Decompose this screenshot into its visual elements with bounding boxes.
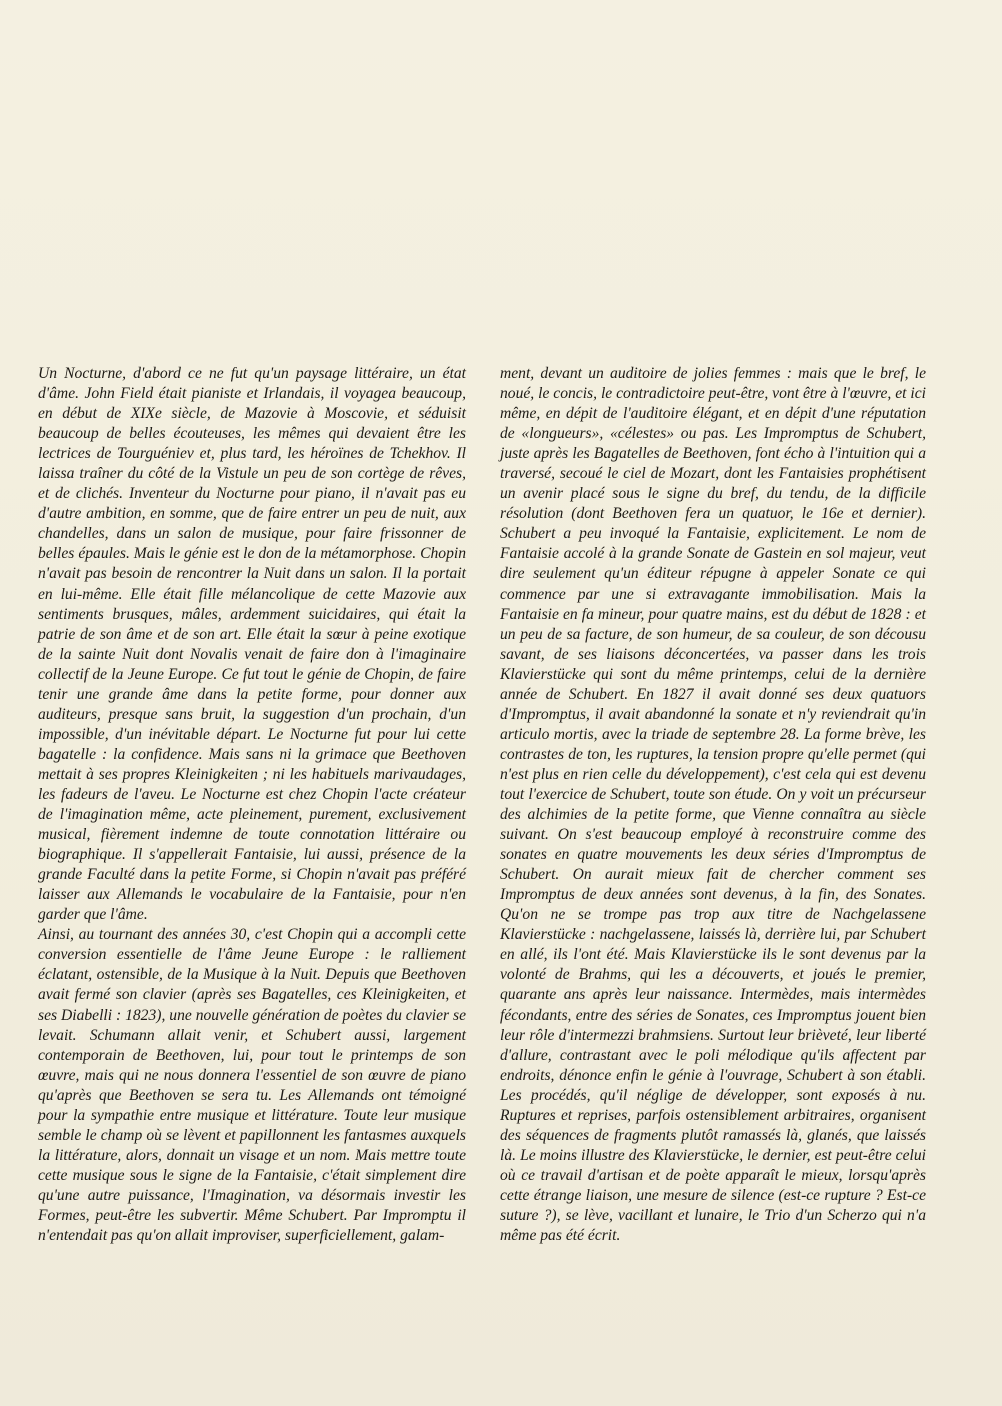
right-text-column	[500, 364, 926, 1246]
left-text-column	[38, 364, 466, 1246]
paragraph-ainsi: Ainsi, au tournant des années 30, c'est Chopin qui a accompli cette conversion essentielle de l'âme Jeune Europe : le ralliement éclatant, ostensible, de la Musique à la Nuit. Depuis que Beethoven avait fermé son clavier (après ses Bagatelles, ces Kleinigkeiten, et ses Diabelli : 1823), une nouvelle génération de poètes du clavier se levait. Schumann allait venir, et Schubert aussi, largement contemporain de Beethoven, lui, pour tout le printemps de son œuvre, mais qui ne nous donnera l'essentiel de son œuvre de piano qu'après que Beethoven se sera tu. Les Allemands ont témoigné pour la sympathie entre musique et littérature. Toute leur musique semble le champ où se lèvent et papillonnent les fantasmes auxquels la littérature, alors, donnait un visage et un nom. Mais mettre toute cette musique sous le signe de la Fantaisie, c'était simplement dire qu'une autre puissance, l'Imagination, va désormais investir les Formes, peut-être les subvertir. Même Schubert. Par Impromptu il n'entendait pas qu'on allait improviser, superficiellement, galam-	[38, 926, 466, 1245]
paragraph-impromptus: ment, devant un auditoire de jolies femmes : mais que le bref, le noué, le concis, le contradictoire peut-être, vont être à l'œuvre, et ici même, en dépit de l'auditoire élégant, et en dépit d'une réputation de «longueurs», «célestes» ou pas. Les Impromptus de Schubert, juste après les Bagatelles de Beethoven, font écho à l'intuition qui a traversé, secoué le ciel de Mozart, dont les Fantaisies prophétisent un avenir placé sous le signe du bref, du tendu, de la difficile résolution (dont Beethoven fera un quatuor, le 16e et dernier). Schubert a peu invoqué la Fantaisie, explicitement. Le nom de Fantaisie accolé à la grande Sonate de Gastein en sol majeur, veut dire seulement qu'un éditeur répugne à appeler Sonate ce qui commence par une si extravagante immobilisation. Mais la Fantaisie en fa mineur, pour quatre mains, est du début de 1828 : et un peu de sa facture, de son humeur, de sa couleur, de son décousu savant, de ses liaisons déconcertées, va passer dans les trois Klavierstücke qui sont du même printemps, celui de la dernière année de Schubert. En 1827 il avait donné ses deux quatuors d'Impromptus, il avait abandonné la sonate et n'y reviendrait qu'in articulo mortis, avec la triade de septembre 28. La forme brève, les contrastes de ton, les ruptures, la tension propre qu'elle permet (qui n'est plus en rien celle du développement), c'est cela qui est devenu tout l'exercice de Schubert, toute son étude. On y voit un précurseur des alchimies de la petite forme, que Vienne connaîtra au siècle suivant. On s'est beaucoup employé à reconstruire comme des sonates en quatre mouvements les deux séries d'Impromptus de Schubert. On aurait mieux fait de chercher comment ses Impromptus de deux années sont devenus, à la fin, des Sonates. Qu'on ne se trompe pas trop aux titre de Nachgelassene Klavierstücke : nachgelassene, laissés là, derrière lui, par Schubert en allé, ils l'ont été. Mais Klavierstücke ils le sont devenus par la volonté de Brahms, qui les a découverts, et joués le premier, quarante ans après leur naissance. Intermèdes, mais intermèdes fécondants, entre des séries de Sonates, ces Impromptus jouent bien leur rôle d'intermezzi brahmsiens. Surtout leur brièveté, leur liberté d'allure, contrastant avec le poli mélodique qu'ils affectent par endroits, dénonce enfin le génie à l'ouvrage, Schubert à son établi. Les procédés, qu'il néglige de développer, sont exposés à nu. Ruptures et reprises, parfois ostensiblement arbitraires, organisent des séquences de fragments plutôt ramassés là, glanés, que laissés là. Le moins illustre des Klavierstücke, le dernier, est peut-être celui où ce travail d'artisan et de poète apparaît le mieux, lorsqu'après cette étrange liaison, une mesure de silence (est-ce rupture ? Est-ce suture ?), se lève, vacillant et lunaire, le Trio d'un Scherzo qui n'a même pas été écrit.	[500, 365, 926, 1245]
paragraph-nocturne: Un Nocturne, d'abord ce ne fut qu'un paysage littéraire, un état d'âme. John Field était pianiste et Irlandais, il voyagea beaucoup, en début de XIXe siècle, de Mazovie à Moscovie, et séduisit beaucoup de belles écouteuses, les mêmes qui devaient être les lectrices de Tourguéniev et, plus tard, les héroïnes de Tchekhov. Il laissa traîner du côté de la Vistule un peu de son cortège de rêves, et de clichés. Inventeur du Nocturne pour piano, il n'avait pas eu d'autre ambition, en somme, que de faire entrer un peu de nuit, aux chandelles, dans un salon de musique, pour faire frissonner de belles épaules. Mais le génie est le don de la métamorphose. Chopin n'avait pas besoin de rencontrer la Nuit dans un salon. Il la portait en lui-même. Elle était fille mélancolique de cette Mazovie aux sentiments brusques, mâles, ardemment suicidaires, qui était la patrie de son âme et de son art. Elle était la sœur à peine exotique de la sainte Nuit dont Novalis venait de faire don à l'imaginaire collectif de la Jeune Europe. Ce fut tout le génie de Chopin, de faire tenir une grande âme dans la petite forme, pour donner aux auditeurs, presque sans bruit, la suggestion d'un prochain, d'un impossible, d'un inévitable départ. Le Nocturne fut pour lui cette bagatelle : la confidence. Mais sans ni la grimace que Beethoven mettait à ses propres Kleinigkeiten ; ni les habituels marivaudages, les fadeurs de l'aveu. Le Nocturne est chez Chopin l'acte créateur de l'imagination même, acte pleinement, purement, exclusivement musical, fièrement indemne de toute connotation littéraire ou biographique. Il s'appellerait Fantaisie, lui aussi, présence de la grande Faculté dans la petite Forme, si Chopin n'avait pas préféré laisser aux Allemands le vocabulaire de la Fantaisie, pour n'en garder que l'âme.	[38, 365, 466, 924]
